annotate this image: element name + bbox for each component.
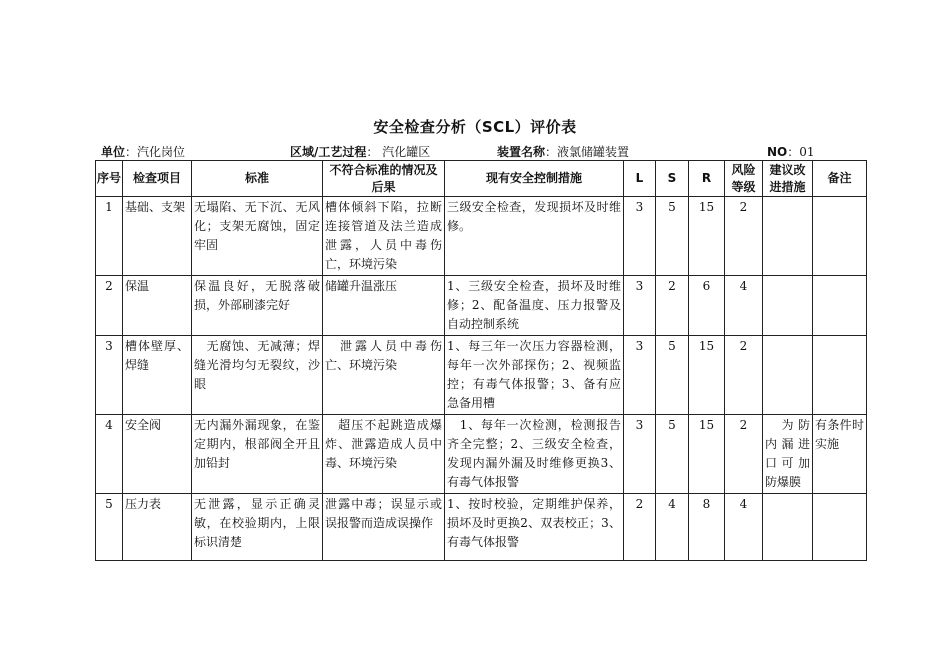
cell-item: 保温 bbox=[123, 276, 192, 336]
cell-item: 安全阀 bbox=[123, 415, 192, 494]
cell-r: 15 bbox=[689, 336, 725, 415]
table-row bbox=[96, 197, 867, 276]
area-label: 区域/工艺过程 bbox=[290, 145, 367, 159]
header-standard: 标准 bbox=[192, 161, 323, 197]
unit-info bbox=[101, 143, 185, 160]
cell-item: 基础、支架 bbox=[123, 197, 192, 276]
cell-measures: 1、每三年一次压力容器检测，每年一次外部探伤；2、视频监控；有毒气体报警；3、备有应急备用槽 bbox=[445, 336, 624, 415]
cell-s: 5 bbox=[656, 415, 689, 494]
unit-label: 单位 bbox=[101, 145, 126, 159]
cell-consequence: 超压不起跳造成爆炸、泄露造成人员中毒、环境污染 bbox=[323, 415, 445, 494]
header-suggest: 建议改进措施 bbox=[763, 161, 813, 197]
cell-consequence: 泄露人员中毒伤亡、环境污染 bbox=[323, 336, 445, 415]
cell-r: 15 bbox=[689, 197, 725, 276]
cell-level: 4 bbox=[725, 276, 763, 336]
cell-suggest bbox=[763, 494, 813, 561]
cell-consequence: 储罐升温涨压 bbox=[323, 276, 445, 336]
cell-standard: 无内漏外漏现象，在鉴定期内，根部阀全开且加铅封 bbox=[192, 415, 323, 494]
header-s: S bbox=[656, 161, 689, 197]
cell-measures: 1、按时校验，定期维护保养，损坏及时更换2、双表校正；3、有毒气体报警 bbox=[445, 494, 624, 561]
header-l: L bbox=[624, 161, 656, 197]
header-item: 检查项目 bbox=[123, 161, 192, 197]
cell-r: 8 bbox=[689, 494, 725, 561]
no-label: NO bbox=[767, 145, 788, 159]
cell-l: 3 bbox=[624, 415, 656, 494]
cell-s: 5 bbox=[656, 197, 689, 276]
cell-item: 压力表 bbox=[123, 494, 192, 561]
cell-standard: 无塌陷、无下沉、无风化；支架无腐蚀，固定牢固 bbox=[192, 197, 323, 276]
cell-no: 1 bbox=[96, 197, 123, 276]
cell-l: 3 bbox=[624, 336, 656, 415]
cell-level: 2 bbox=[725, 415, 763, 494]
cell-remark bbox=[813, 494, 867, 561]
scl-table bbox=[95, 160, 867, 561]
cell-standard: 无腐蚀、无减薄；焊缝光滑均匀无裂纹，沙眼 bbox=[192, 336, 323, 415]
area-value: ： 汽化罐区 bbox=[366, 145, 431, 159]
cell-measures: 三级安全检查，发现损坏及时维修。 bbox=[445, 197, 624, 276]
cell-level: 4 bbox=[725, 494, 763, 561]
cell-no: 5 bbox=[96, 494, 123, 561]
cell-remark bbox=[813, 197, 867, 276]
cell-remark bbox=[813, 336, 867, 415]
cell-level: 2 bbox=[725, 197, 763, 276]
cell-no: 3 bbox=[96, 336, 123, 415]
device-value: ：液氯储罐装置 bbox=[545, 145, 630, 159]
cell-consequence: 槽体倾斜下陷，拉断连接管道及法兰造成泄露，人员中毒伤亡，环境污染 bbox=[323, 197, 445, 276]
cell-suggest bbox=[763, 336, 813, 415]
no-info bbox=[767, 143, 815, 160]
cell-remark: 有条件时实施 bbox=[813, 415, 867, 494]
cell-measures: 1、每年一次检测，检测报告齐全完整；2、三级安全检查，发现内漏外漏及时维修更换3、有毒气体报警 bbox=[445, 415, 624, 494]
device-label: 装置名称 bbox=[497, 145, 546, 159]
cell-no: 2 bbox=[96, 276, 123, 336]
table-row bbox=[96, 494, 867, 561]
cell-standard: 保温良好，无脱落破损，外部刷漆完好 bbox=[192, 276, 323, 336]
cell-s: 2 bbox=[656, 276, 689, 336]
unit-value: ：汽化岗位 bbox=[125, 145, 186, 159]
cell-consequence: 泄露中毒；误显示或误报警而造成误操作 bbox=[323, 494, 445, 561]
cell-standard: 无泄露，显示正确灵敏，在校验期内，上限标识清楚 bbox=[192, 494, 323, 561]
cell-suggest bbox=[763, 197, 813, 276]
cell-r: 15 bbox=[689, 415, 725, 494]
cell-suggest bbox=[763, 276, 813, 336]
header-row bbox=[96, 161, 867, 197]
header-measures: 现有安全控制措施 bbox=[445, 161, 624, 197]
cell-s: 4 bbox=[656, 494, 689, 561]
cell-l: 3 bbox=[624, 276, 656, 336]
cell-l: 3 bbox=[624, 197, 656, 276]
header-remark: 备注 bbox=[813, 161, 867, 197]
device-info bbox=[497, 143, 629, 160]
table-row bbox=[96, 415, 867, 494]
header-r: R bbox=[689, 161, 725, 197]
table-row bbox=[96, 336, 867, 415]
cell-level: 2 bbox=[725, 336, 763, 415]
cell-suggest: 为防内漏进口可加防爆膜 bbox=[763, 415, 813, 494]
cell-r: 6 bbox=[689, 276, 725, 336]
cell-remark bbox=[813, 276, 867, 336]
header-consequence: 不符合标准的情况及后果 bbox=[323, 161, 445, 197]
no-value: ：01 bbox=[787, 145, 815, 159]
cell-measures: 1、三级安全检查，损坏及时维修；2、配备温度、压力报警及自动控制系统 bbox=[445, 276, 624, 336]
page-title: 安全检查分析（SCL）评价表 bbox=[373, 118, 577, 136]
cell-no: 4 bbox=[96, 415, 123, 494]
header-no: 序号 bbox=[96, 161, 123, 197]
table-row bbox=[96, 276, 867, 336]
cell-item: 槽体壁厚、焊缝 bbox=[123, 336, 192, 415]
header-level: 风险等级 bbox=[725, 161, 763, 197]
area-info bbox=[290, 143, 430, 160]
cell-s: 5 bbox=[656, 336, 689, 415]
cell-l: 2 bbox=[624, 494, 656, 561]
